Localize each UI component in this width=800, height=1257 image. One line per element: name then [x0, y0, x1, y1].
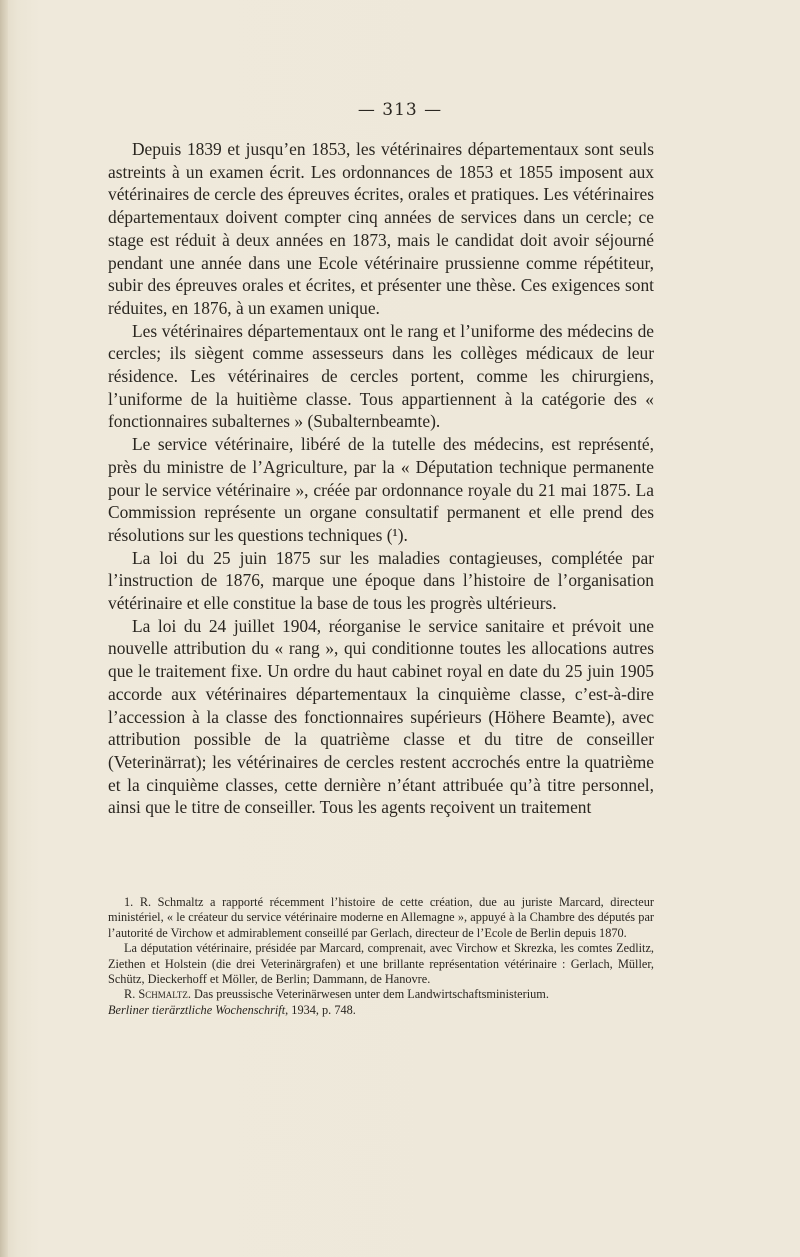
- paragraph-3: Le service vétérinaire, libéré de la tutelle des médecins, est représenté, près du ministre de l’Agriculture, par la « Députation technique permanente pour le service vétérinaire », créée par ordonnance royale du 21 mai 1875. La Commission représente un organe consultatif permanent et elle prend des résolutions sur les questions techniques (¹).: [108, 434, 654, 545]
- footnote-1-reference: [108, 987, 654, 1018]
- page-spine-shadow: [0, 0, 8, 1257]
- paragraph-5: La loi du 24 juillet 1904, réorganise le service sanitaire et prévoit une nouvelle attribution du « rang », qui conditionne toutes les allocations autres que le traitement fixe. Un ordre du haut cabinet royal en date du 25 juin 1905 accorde aux vétérinaires départementaux la cinquième classe, c’est-à-dire l’accession à la classe des fonctionnaires supérieurs (Höhere Beamte), avec attribution possible de la quatrième classe et du titre de conseiller (Veterinärrat); les vétérinaires de cercles restent accrochés entre la quatrième et la cinquième classes, cette dernière n’étant attribuée qu’à titre personnel, ainsi que le titre de conseiller. Tous les agents reçoivent un traitement: [108, 615, 654, 818]
- reference-title: . Das preussische Veterinärwesen unter dem Landwirtschaftsministerium.: [187, 987, 549, 1002]
- reference-author: Schmaltz: [138, 987, 188, 1002]
- paragraph-1: Depuis 1839 et jusqu’en 1853, les vétérinaires départementaux sont seuls astreints à un examen écrit. Les ordonnances de 1853 et 1855 imposent aux vétérinaires de cercle des épreuves écrites, orales et pratiques. Les vétérinaires départementaux doivent compter cinq années de services dans un cercle; ce stage est réduit à deux années en 1873, mais le candidat doit avoir séjourné pendant une année dans une Ecole vétérinaire prussienne comme répétiteur, subir des épreuves orales et écrites, et présenter une thèse. Ces exigences sont réduites, en 1876, à un examen unique.: [108, 139, 654, 318]
- main-text: [108, 138, 654, 819]
- reference-author-initial: R.: [124, 987, 139, 1002]
- page-number: — 313 —: [357, 100, 443, 120]
- footnote-1: 1. R. Schmaltz a rapporté récemment l’histoire de cette création, due au juriste Marcard, directeur ministériel, « le créateur du service vétérinaire moderne en Allemagne », appuyé à la Chambre des députés par l’autorité de Virchow et admirablement conseillé par Gerlach, directeur de l’Ecole de Berlin depuis 1870.: [108, 895, 654, 940]
- paragraph-2: Les vétérinaires départementaux ont le rang et l’uniforme des médecins de cercles; ils siègent comme assesseurs dans les collèges médicaux de leur résidence. Les vétérinaires de cercles portent, comme les chirurgiens, l’uniforme de la huitième classe. Tous appartiennent à la catégorie des « fonctionnaires subalternes » (Subalternbeamte).: [108, 320, 654, 432]
- reference-journal: Berliner tierärztliche Wochenschrift: [108, 1002, 286, 1017]
- footnote-1-continued: La députation vétérinaire, présidée par Marcard, comprenait, avec Virchow et Skrezka, les comtes Zedlitz, Ziethen et Holstein (die drei Veterinärgrafen) et une brillante représentation vétérinaire : Gerlach, Müller, Schütz, Dieckerhoff et Möller, de Berlin; Dammann, de Hanovre.: [108, 941, 654, 987]
- footnotes: [108, 895, 654, 1018]
- paragraph-4: La loi du 25 juin 1875 sur les maladies contagieuses, complétée par l’instruction de 1876, marque une époque dans l’histoire de l’organisation vétérinaire et elle constitue la base de tous les progrès ultérieurs.: [108, 547, 654, 614]
- reference-citation: , 1934, p. 748.: [285, 1002, 356, 1017]
